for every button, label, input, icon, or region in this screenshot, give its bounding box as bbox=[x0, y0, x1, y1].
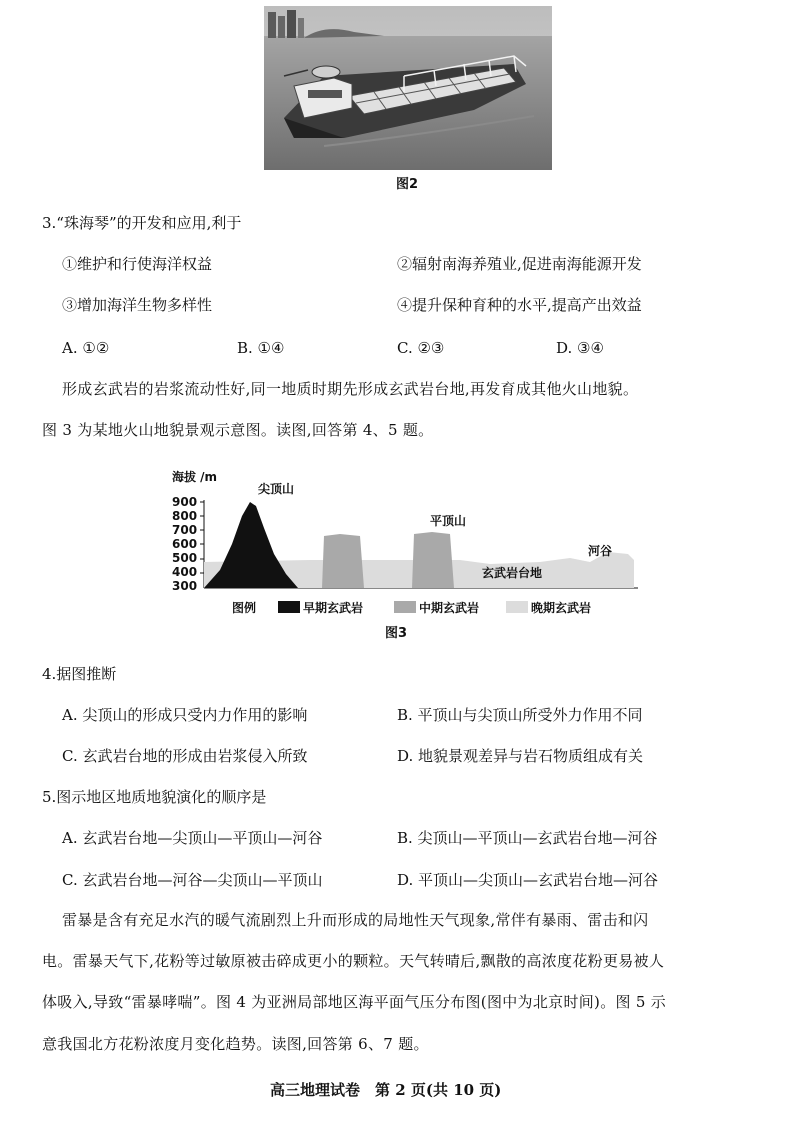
q3-option-d: D. ③④ bbox=[556, 339, 604, 357]
label-peak: 尖顶山 bbox=[258, 482, 295, 496]
page-footer: 高三地理试卷 第 2 页(共 10 页) bbox=[270, 1081, 502, 1099]
passage2-line2: 电。雷暴天气下,花粉等过敏原被击碎成更小的颗粒。天气转晴后,飘散的高浓度花粉更易被人 bbox=[42, 952, 665, 970]
legend-swatch-middle bbox=[394, 601, 416, 613]
passage1-line1: 形成玄武岩的岩浆流动性好,同一地质时期先形成玄武岩台地,再发育成其他火山地貌。 bbox=[62, 380, 639, 398]
label-plateau: 玄武岩台地 bbox=[482, 566, 543, 580]
figure2-caption: 图2 bbox=[396, 177, 419, 192]
y-tick: 500 bbox=[172, 551, 198, 565]
middle-basalt-mesa-1 bbox=[322, 534, 364, 588]
passage2-line4: 意我国北方花粉浓度月变化趋势。读图,回答第 6、7 题。 bbox=[42, 1035, 429, 1053]
passage2-line3: 体吸入,导致“雷暴哮喘”。图 4 为亚洲局部地区海平面气压分布图(图中为北京时间)。图 5 示 bbox=[42, 993, 667, 1011]
floating-fish-farm-photo bbox=[264, 6, 552, 170]
legend-label-middle: 中期玄武岩 bbox=[419, 601, 480, 615]
figure3-caption: 图3 bbox=[385, 626, 408, 641]
passage1-line2: 图 3 为某地火山地貌景观示意图。读图,回答第 4、5 题。 bbox=[42, 421, 434, 439]
y-tick: 700 bbox=[172, 523, 198, 537]
q5-stem: 5.图示地区地质地貌演化的顺序是 bbox=[42, 788, 267, 806]
q3-statement-2: ②辐射南海养殖业,促进南海能源开发 bbox=[397, 255, 642, 273]
y-tick: 800 bbox=[172, 509, 198, 523]
q3-statement-1: ①维护和行使海洋权益 bbox=[62, 255, 213, 273]
q3-stem: 3.“珠海琴”的开发和应用,利于 bbox=[42, 214, 242, 232]
legend-label-late: 晚期玄武岩 bbox=[531, 601, 592, 615]
passage2-line1: 雷暴是含有充足水汽的暖气流剧烈上升而形成的局地性天气现象,常伴有暴雨、雷击和闪 bbox=[62, 911, 649, 929]
legend-swatch-late bbox=[506, 601, 528, 613]
legend-label-early: 早期玄武岩 bbox=[303, 601, 364, 615]
y-axis-title: 海拔 /m bbox=[172, 470, 218, 484]
q3-statement-4: ④提升保种育种的水平,提高产出效益 bbox=[397, 296, 642, 314]
middle-basalt-mesa-2 bbox=[412, 532, 454, 588]
q5-option-a: A. 玄武岩台地—尖顶山—平顶山—河谷 bbox=[62, 829, 323, 847]
y-tick: 300 bbox=[172, 579, 198, 593]
legend-title: 图例 bbox=[232, 601, 257, 615]
volcanic-landform-profile bbox=[160, 462, 640, 620]
q3-option-b: B. ①④ bbox=[237, 339, 285, 357]
q5-option-b: B. 尖顶山—平顶山—玄武岩台地—河谷 bbox=[397, 829, 658, 847]
early-basalt-peak bbox=[204, 502, 298, 588]
q4-option-a: A. 尖顶山的形成只受内力作用的影响 bbox=[62, 706, 308, 724]
q3-statement-3: ③增加海洋生物多样性 bbox=[62, 296, 213, 314]
q4-option-d: D. 地貌景观差异与岩石物质组成有关 bbox=[397, 747, 644, 765]
q5-option-d: D. 平顶山—尖顶山—玄武岩台地—河谷 bbox=[397, 871, 659, 889]
q4-stem: 4.据图推断 bbox=[42, 665, 117, 683]
label-mesa: 平顶山 bbox=[430, 514, 467, 528]
y-axis-ticks bbox=[172, 495, 197, 593]
q4-option-c: C. 玄武岩台地的形成由岩浆侵入所致 bbox=[62, 747, 308, 765]
label-valley: 河谷 bbox=[588, 544, 613, 558]
y-tick: 600 bbox=[172, 537, 198, 551]
y-tick: 900 bbox=[172, 495, 198, 509]
q4-option-b: B. 平顶山与尖顶山所受外力作用不同 bbox=[397, 706, 643, 724]
y-tick: 400 bbox=[172, 565, 198, 579]
legend-swatch-early bbox=[278, 601, 300, 613]
q5-option-c: C. 玄武岩台地—河谷—尖顶山—平顶山 bbox=[62, 871, 323, 889]
q3-option-c: C. ②③ bbox=[397, 339, 445, 357]
q3-option-a: A. ①② bbox=[62, 339, 110, 357]
